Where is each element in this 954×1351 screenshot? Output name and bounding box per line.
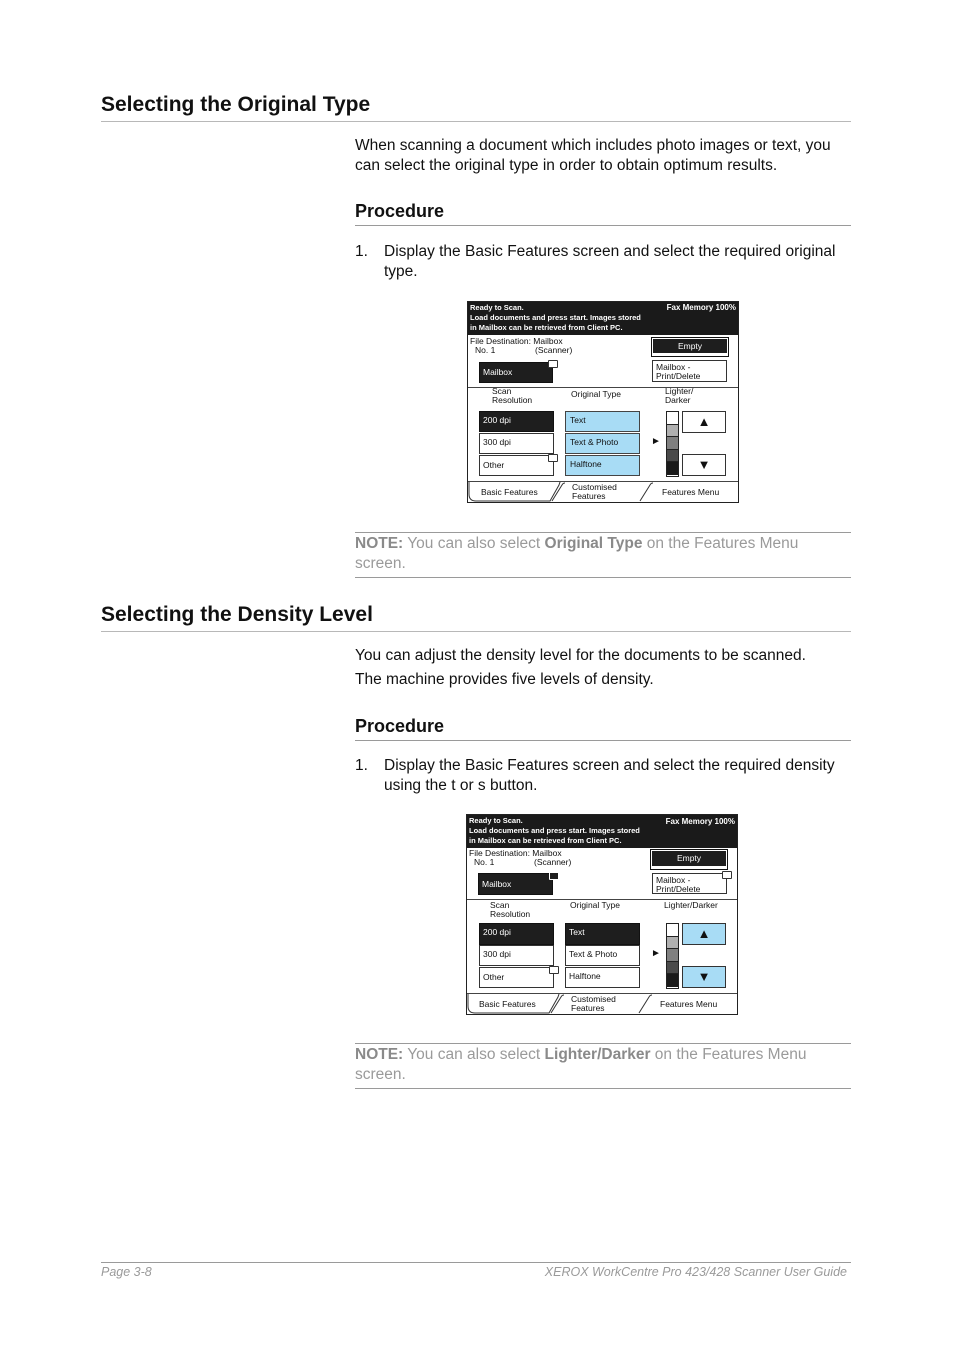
page-number: Page 3-8	[101, 1265, 152, 1279]
mailbox-button[interactable]: Mailbox	[478, 873, 553, 895]
section-title-density-level: Selecting the Density Level	[101, 603, 851, 632]
original-type-text-button[interactable]: Text	[565, 923, 640, 945]
density-level	[667, 962, 678, 975]
density-level	[667, 450, 678, 463]
mailbox-print-delete-button[interactable]	[652, 360, 727, 382]
step-text: Display the Basic Features screen and select the required original type.	[384, 243, 836, 280]
note-text: You can also select	[403, 535, 545, 552]
density-level	[667, 437, 678, 450]
procedure-heading: Procedure	[355, 715, 851, 741]
tab-bar	[467, 993, 737, 1014]
original-type-heading: Original Type	[571, 389, 621, 399]
lighter-up-arrow-button[interactable]: ▲	[682, 923, 726, 945]
resolution-200dpi-button[interactable]: 200 dpi	[479, 411, 554, 432]
resolution-other-button[interactable]: Other	[479, 967, 554, 988]
scan-resolution-heading: Scan Resolution	[490, 900, 531, 919]
original-type-heading: Original Type	[570, 900, 620, 910]
status-message	[470, 303, 660, 333]
button-line: Mailbox -	[656, 362, 691, 372]
scan-resolution-heading: Scan Resolution	[492, 386, 533, 405]
density-level	[667, 937, 678, 950]
lighter-up-arrow-button[interactable]: ▲	[682, 411, 726, 433]
step-number: 1.	[355, 243, 368, 260]
status-bar	[467, 815, 737, 848]
status-line: in Mailbox can be retrieved from Client PC.	[469, 836, 622, 845]
tab-icon	[549, 966, 559, 974]
resolution-200dpi-button[interactable]: 200 dpi	[479, 923, 554, 945]
note-text: on the Features Menu screen.	[355, 1046, 807, 1083]
darker-down-arrow-button[interactable]: ▼	[682, 454, 726, 476]
mailbox-button[interactable]: Mailbox	[479, 362, 553, 383]
tab-icon	[548, 360, 558, 368]
empty-label: Empty	[652, 851, 726, 866]
scanner-panel-original-type	[467, 301, 739, 503]
note-text: You can also select	[403, 1046, 545, 1063]
tab-icon	[548, 454, 558, 462]
lighter-darker-heading: Lighter/Darker	[664, 900, 718, 910]
density-level	[667, 974, 678, 987]
pointer-icon: ►	[651, 948, 661, 959]
mailbox-print-delete-button[interactable]	[652, 873, 727, 894]
original-type-halftone-button[interactable]: Halftone	[565, 967, 640, 988]
status-line: Ready to Scan.	[470, 303, 524, 312]
tab-icon	[722, 871, 732, 879]
destination-line: File Destination: Mailbox	[470, 336, 563, 346]
density-level	[667, 425, 678, 438]
resolution-300dpi-button[interactable]: 300 dpi	[479, 433, 554, 454]
resolution-other-button[interactable]: Other	[479, 455, 554, 476]
procedure-step	[355, 756, 855, 796]
section-title-original-type: Selecting the Original Type	[101, 93, 851, 122]
page-footer	[101, 1262, 851, 1283]
original-type-halftone-button[interactable]: Halftone	[565, 455, 640, 476]
intro-paragraph: When scanning a document which includes photo images or text, you can select the original type in order to obtain optimum results.	[355, 137, 831, 174]
note-label: NOTE:	[355, 535, 404, 552]
density-scale	[666, 923, 679, 989]
procedure-heading: Procedure	[355, 200, 851, 226]
button-line: Mailbox -	[656, 875, 691, 885]
tab-basic-features[interactable]: Basic Features	[481, 487, 538, 497]
tab-bar	[468, 481, 738, 502]
destination-line: File Destination: Mailbox	[469, 848, 562, 858]
status-line: Load documents and press start. Images stored	[470, 313, 641, 322]
tab-features-menu[interactable]: Features Menu	[660, 999, 718, 1009]
tab-customised-features[interactable]: Customised Features	[572, 482, 617, 501]
status-line: in Mailbox can be retrieved from Client PC.	[470, 323, 623, 332]
darker-down-arrow-button[interactable]: ▼	[682, 966, 726, 988]
tab-customised-features[interactable]: Customised Features	[571, 994, 616, 1013]
density-level	[667, 924, 678, 937]
lighter-darker-heading: Lighter/ Darker	[665, 386, 694, 405]
note-text: on the Features Menu screen.	[355, 535, 799, 572]
status-bar	[468, 302, 738, 335]
resolution-300dpi-button[interactable]: 300 dpi	[479, 945, 554, 966]
note-emphasis: Original Type	[544, 535, 643, 552]
destination-line: No. 1 (Scanner)	[475, 345, 573, 355]
step-text: Display the Basic Features screen and select the required density using the t or s button.	[384, 757, 835, 794]
status-message	[469, 816, 659, 846]
density-scale	[666, 411, 679, 477]
status-line: Ready to Scan.	[469, 816, 523, 825]
fax-memory-indicator: Fax Memory 100%	[665, 817, 735, 826]
tab-icon	[549, 872, 559, 880]
density-level	[667, 949, 678, 962]
original-type-text-photo-button[interactable]: Text & Photo	[565, 945, 640, 966]
note-box	[355, 1043, 851, 1089]
tab-basic-features[interactable]: Basic Features	[479, 999, 536, 1009]
step-number: 1.	[355, 757, 368, 774]
note-label: NOTE:	[355, 1046, 404, 1063]
note-box	[355, 532, 851, 578]
tab-features-menu[interactable]: Features Menu	[662, 487, 720, 497]
fax-memory-indicator: Fax Memory 100%	[666, 303, 736, 312]
file-destination	[469, 848, 572, 867]
intro-paragraph: You can adjust the density level for the documents to be scanned.	[355, 647, 806, 664]
guide-title: XEROX WorkCentre Pro 423/428 Scanner User Guide	[544, 1265, 847, 1279]
empty-label: Empty	[653, 339, 727, 353]
intro-paragraph: The machine provides five levels of density.	[355, 671, 654, 688]
empty-button[interactable]	[651, 337, 729, 357]
status-line: Load documents and press start. Images stored	[469, 826, 640, 835]
button-line: Print/Delete	[656, 371, 701, 381]
pointer-icon: ►	[651, 436, 661, 447]
note-emphasis: Lighter/Darker	[544, 1046, 651, 1063]
original-type-text-photo-button[interactable]: Text & Photo	[565, 433, 640, 454]
empty-button[interactable]	[650, 849, 728, 870]
button-line: Print/Delete	[656, 884, 701, 894]
file-destination	[470, 336, 573, 355]
procedure-step	[355, 242, 855, 282]
density-level	[667, 462, 678, 475]
density-level	[667, 412, 678, 425]
scanner-panel-density	[466, 814, 738, 1015]
destination-line: No. 1 (Scanner)	[474, 857, 572, 867]
original-type-text-button[interactable]: Text	[565, 411, 640, 432]
